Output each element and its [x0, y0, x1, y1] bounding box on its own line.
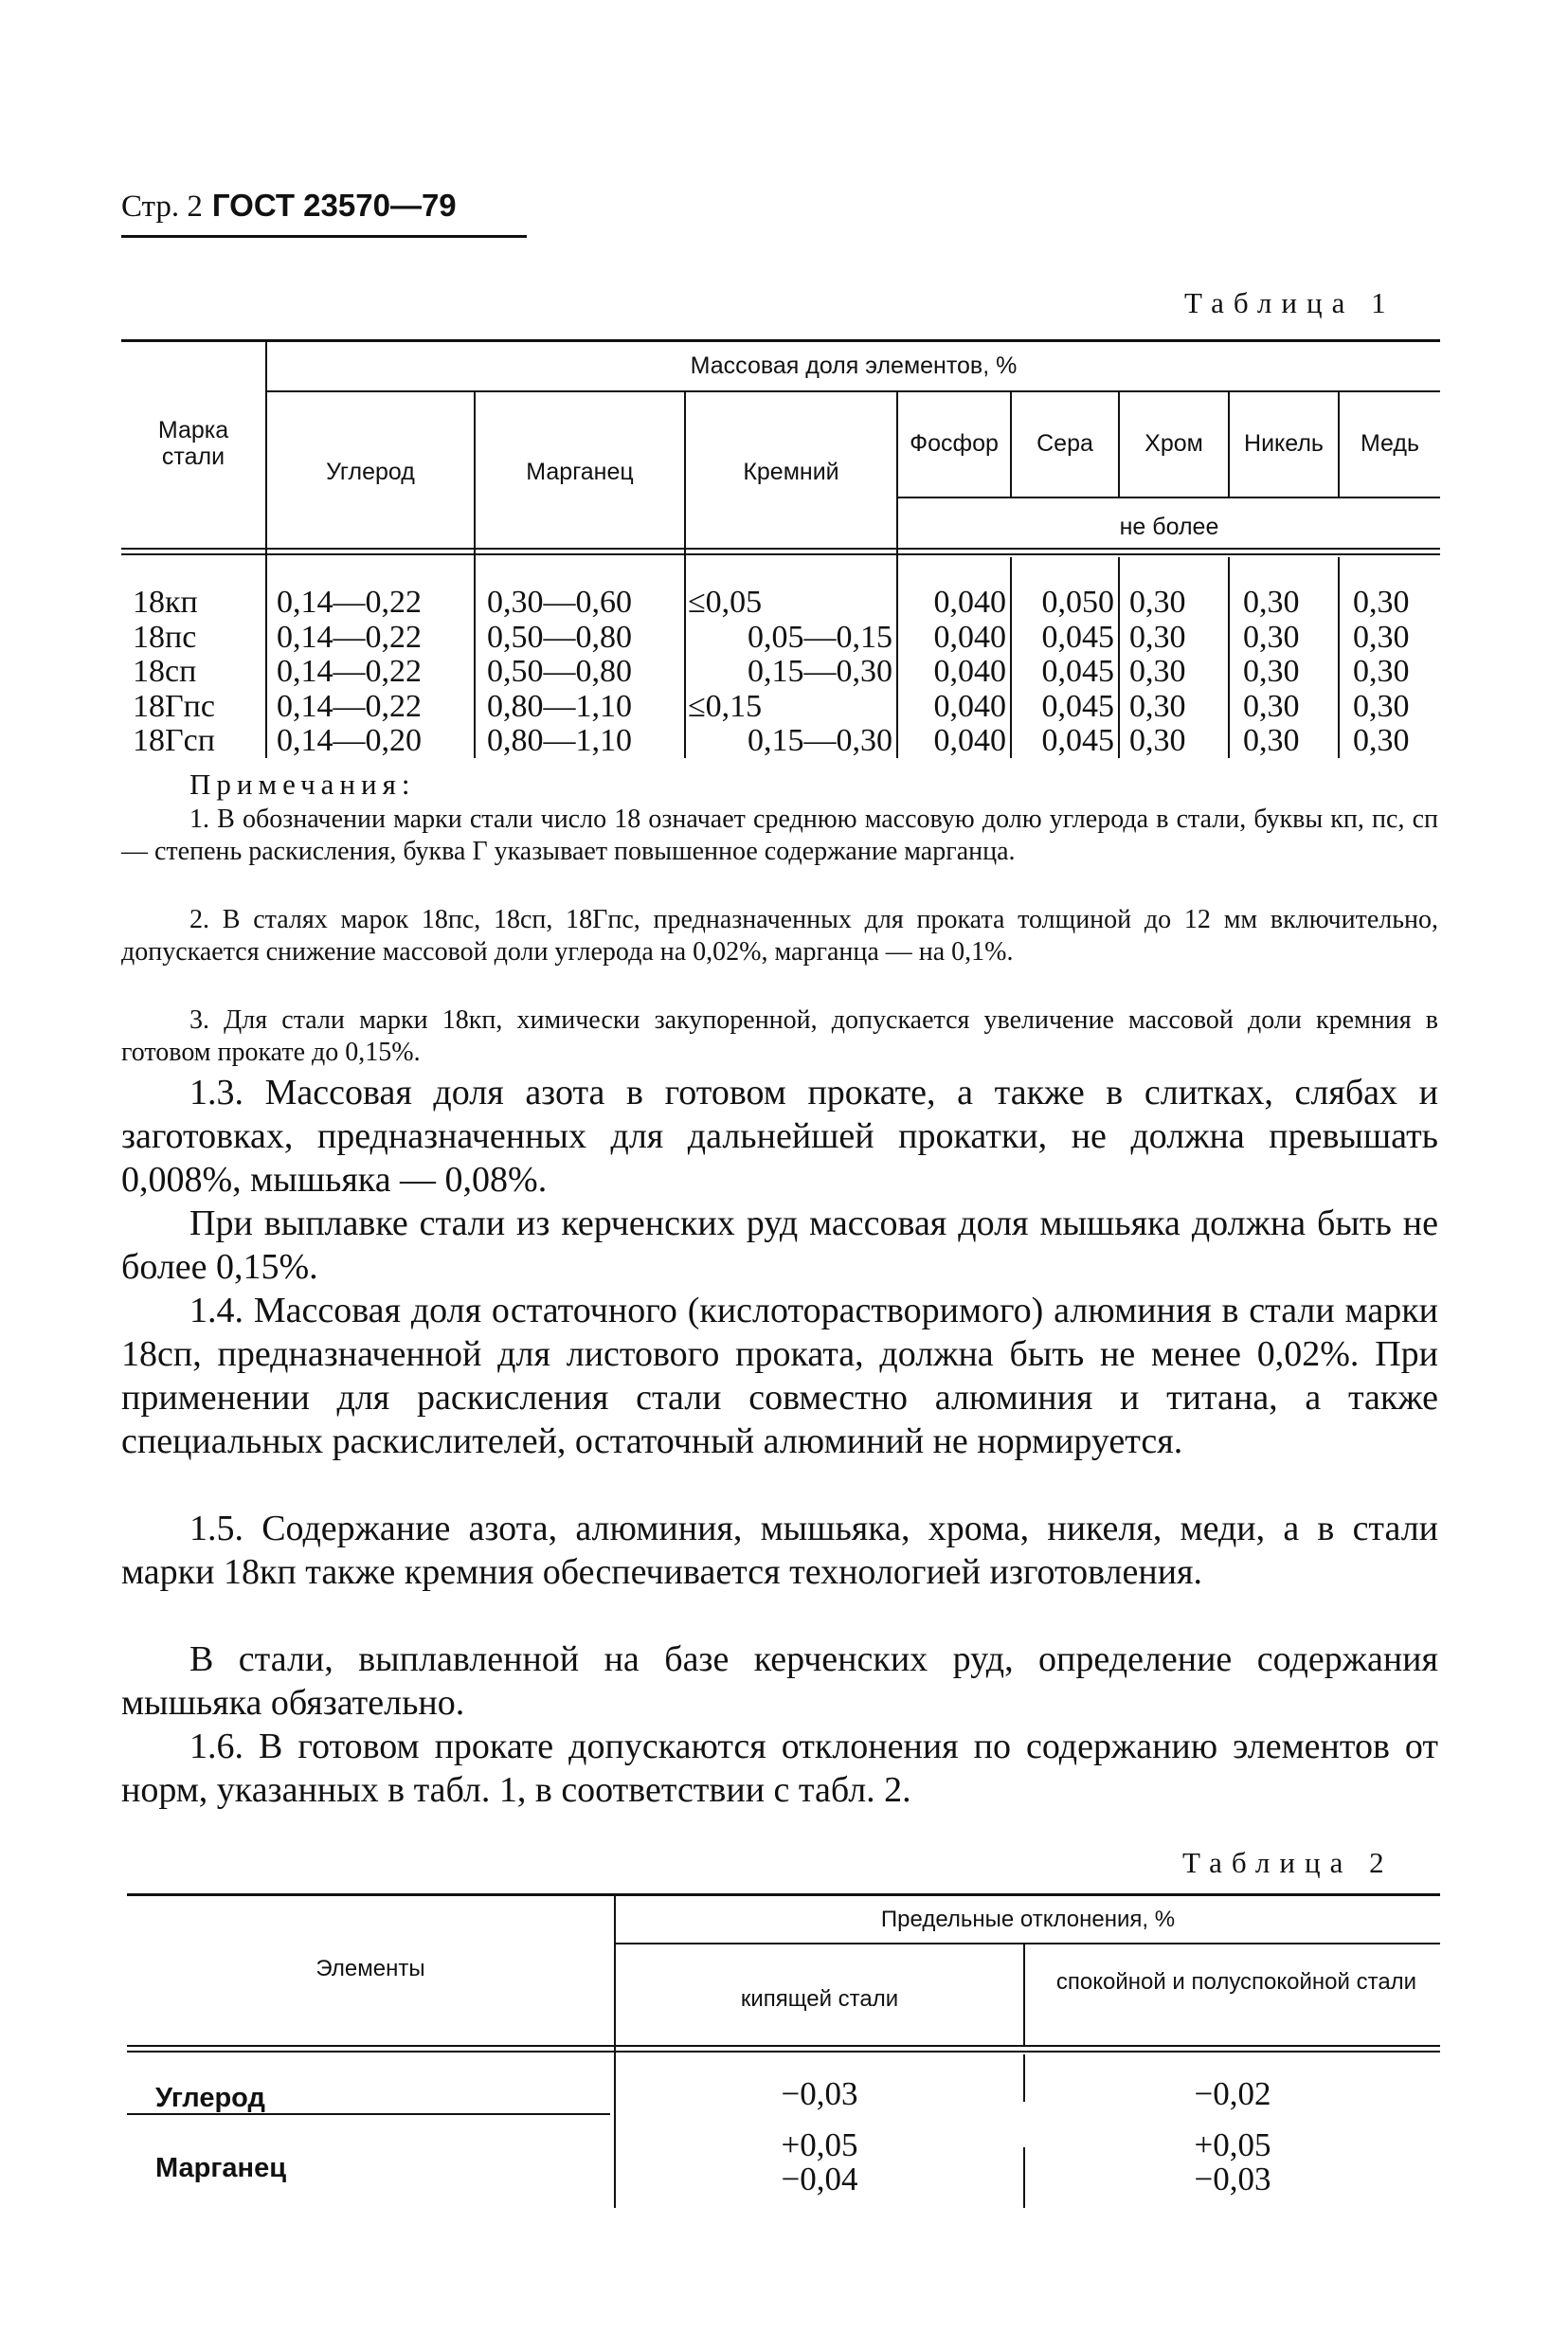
paragraph-1-4: 1.4. Массовая доля остаточного (кислоторастворимого) алюминия в стали марки 18сп, предназначенной для листового проката, должна быть не менее 0,02%. При применении для раскисления стали совместно алюминия и титана, а также специальных раскислителей, остаточный алюминий не нормируется. [121, 1291, 1438, 1461]
table2-top-rule [127, 1893, 1440, 1896]
table2-carbon-killed: −0,02 [1194, 2075, 1271, 2112]
table2-element-carbon: Углерод [155, 2083, 265, 2113]
paragraph-1-6: 1.6. В готовом прокате допускаются отклонения по содержанию элементов от норм, указанных в табл. 1, в соответствии с табл. 2. [121, 1727, 1438, 1810]
paragraph-1-3: 1.3. Массовая доля азота в готовом прокате, а также в слитках, слябах и заготовках, предназначенных для дальнейшей прокатки, не должна превышать 0,008%, мышьяка — 0,08%. [121, 1073, 1438, 1200]
table1-carbon-column [277, 586, 422, 759]
table-cell: 0,30 [1129, 688, 1186, 724]
page-header [121, 188, 457, 225]
table1-manganese-column [487, 586, 632, 759]
note-item: 3. Для стали марки 18кп, химически закупоренной, допускается увеличение массовой доли кремния в готовом прокате до 0,15%. [121, 1005, 1438, 1067]
table-cell: 18пс [133, 619, 197, 655]
table2-manganese-rimmed [616, 2128, 1023, 2197]
table-cell: 0,30 [1353, 688, 1410, 724]
table1-vrule [474, 390, 476, 758]
table-cell: ≤0,15 [688, 688, 763, 724]
table-cell: 18кп [133, 585, 198, 620]
table1-vrule [1228, 557, 1230, 758]
table-cell: 18Гпс [133, 688, 215, 724]
table1-vrule [684, 390, 686, 758]
table1-sulfur-column [1012, 586, 1114, 759]
paragraph-arsenic: При выплавке стали из керченских руд массовая доля мышьяка должна быть не более 0,15%. [121, 1203, 1438, 1287]
table-cell: 0,045 [1041, 654, 1114, 689]
table-cell: +0,05 [1194, 2126, 1271, 2163]
table1-subgroup-rule [898, 497, 1440, 498]
table1-vrule [265, 341, 267, 758]
table-cell: 0,045 [1041, 688, 1114, 724]
page-number: Стр. 2 [121, 190, 203, 224]
table2-col-rimmed: кипящей стали [740, 1986, 899, 2012]
standard-number: ГОСТ 23570—79 [211, 188, 457, 223]
table1-col-carbon: Углерод [326, 459, 415, 485]
table1-sub-header: не более [1119, 514, 1219, 540]
table1-silicon-column [688, 586, 892, 759]
table-cell: 0,045 [1041, 723, 1114, 758]
table-cell: 0,14—0,22 [277, 688, 422, 724]
table-cell: −0,03 [1194, 2161, 1271, 2197]
table1-col-manganese: Марганец [526, 459, 634, 485]
table1-grade-column [133, 586, 215, 759]
paragraph-kerch: В стали, выплавленной на базе керченских руд, определение содержания мышьяка обязательно. [121, 1639, 1438, 1723]
table2-caption: Таблица 2 [1182, 1846, 1394, 1879]
table2-header-rule-2 [127, 2051, 1440, 2053]
table1-group-header: Массовая доля элементов, % [690, 353, 1018, 379]
table1-top-rule [121, 339, 1440, 342]
table-cell: 0,30 [1353, 723, 1410, 758]
table-cell: 18сп [133, 654, 197, 689]
note-item: 2. В сталях марок 18пс, 18сп, 18Гпс, предназначенных для проката толщиной до 12 мм включительно, допускается снижение массовой доли углерода на 0,02%, марганца — на 0,1%. [121, 905, 1438, 967]
table2-elements-header: Элементы [315, 1956, 425, 1981]
table-cell: 0,040 [933, 585, 1006, 620]
table2-carbon-rimmed: −0,03 [781, 2075, 858, 2112]
table1-col-phosphorus: Фосфор [910, 430, 999, 457]
table2-group-rule [616, 1943, 1440, 1944]
table2-header-rule [127, 2045, 1440, 2047]
table-cell: 0,040 [933, 688, 1006, 724]
table-cell: 0,30 [1353, 619, 1410, 655]
table2-element-manganese: Марганец [155, 2153, 287, 2183]
table-cell: 0,30 [1129, 723, 1186, 758]
table-cell: 0,050 [1041, 585, 1114, 620]
table-cell: 0,14—0,20 [277, 723, 422, 758]
table-cell: −0,04 [781, 2161, 858, 2197]
table-cell: 18Гсп [133, 723, 215, 758]
table-cell: 0,80—1,10 [487, 723, 632, 758]
notes-title: Примечания: [189, 768, 416, 801]
table-cell: 0,040 [933, 723, 1006, 758]
table1-col-chromium: Хром [1144, 430, 1203, 457]
table-cell: 0,50—0,80 [487, 654, 632, 689]
table-cell: 0,50—0,80 [487, 619, 632, 655]
table-cell: 0,30 [1243, 654, 1300, 689]
table1-header-rule [121, 548, 1440, 550]
table2-col-killed: спокойной и полуспокойной стали [1055, 1969, 1417, 1995]
table1-col-sulfur: Сера [1036, 430, 1093, 457]
table-cell: +0,05 [781, 2126, 858, 2163]
table-cell: 0,14—0,22 [277, 619, 422, 655]
table-cell: 0,30 [1243, 619, 1300, 655]
table-cell: 0,040 [933, 619, 1006, 655]
table2-manganese-killed [1025, 2128, 1440, 2197]
table-cell: 0,040 [933, 654, 1006, 689]
table-cell: 0,30 [1129, 619, 1186, 655]
table-cell: 0,14—0,22 [277, 585, 422, 620]
table2-group-header: Предельные отклонения, % [880, 1907, 1176, 1932]
table-cell: 0,30 [1243, 585, 1300, 620]
table1-vrule [1118, 557, 1120, 758]
table-cell: 0,05—0,15 [748, 619, 892, 655]
table1-group-rule [267, 390, 1440, 392]
table-cell: 0,30—0,60 [487, 585, 632, 620]
table1-caption: Таблица 1 [1184, 286, 1396, 319]
table1-vrule [1338, 557, 1340, 758]
table1-chromium-column [1129, 586, 1186, 759]
table1-col-copper: Медь [1360, 430, 1420, 457]
table-cell: 0,80—1,10 [487, 688, 632, 724]
table-cell: 0,15—0,30 [748, 654, 892, 689]
table-cell: 0,30 [1353, 585, 1410, 620]
table2-vrule [1023, 1943, 1025, 2045]
table1-col-nickel: Никель [1244, 430, 1324, 457]
table-cell: 0,14—0,22 [277, 654, 422, 689]
table1-phosphorus-column [898, 586, 1006, 759]
note-item: 1. В обозначении марки стали число 18 означает среднюю массовую долю углерода в стали, буквы кп, пс, сп — степень раскисления, буква Г указывает повышенное содержание марганца. [121, 805, 1438, 866]
table1-col-silicon: Кремний [743, 459, 839, 485]
table-cell: 0,15—0,30 [748, 723, 892, 758]
table-cell: 0,30 [1243, 688, 1300, 724]
table1-grade-header: Марка стали [157, 417, 229, 470]
header-rule [121, 235, 527, 238]
table1-header-rule-2 [121, 553, 1440, 555]
table-cell: 0,30 [1129, 585, 1186, 620]
table-cell: 0,30 [1129, 654, 1186, 689]
table1-copper-column [1353, 586, 1410, 759]
table-cell: 0,30 [1243, 723, 1300, 758]
table-cell: ≤0,05 [688, 585, 763, 620]
table-cell: 0,045 [1041, 619, 1114, 655]
paragraph-1-5: 1.5. Содержание азота, алюминия, мышьяка, хрома, никеля, меди, а в стали марки 18кп также кремния обеспечивается технологией изготовления. [121, 1509, 1438, 1592]
table1-nickel-column [1243, 586, 1300, 759]
table-cell: 0,30 [1353, 654, 1410, 689]
